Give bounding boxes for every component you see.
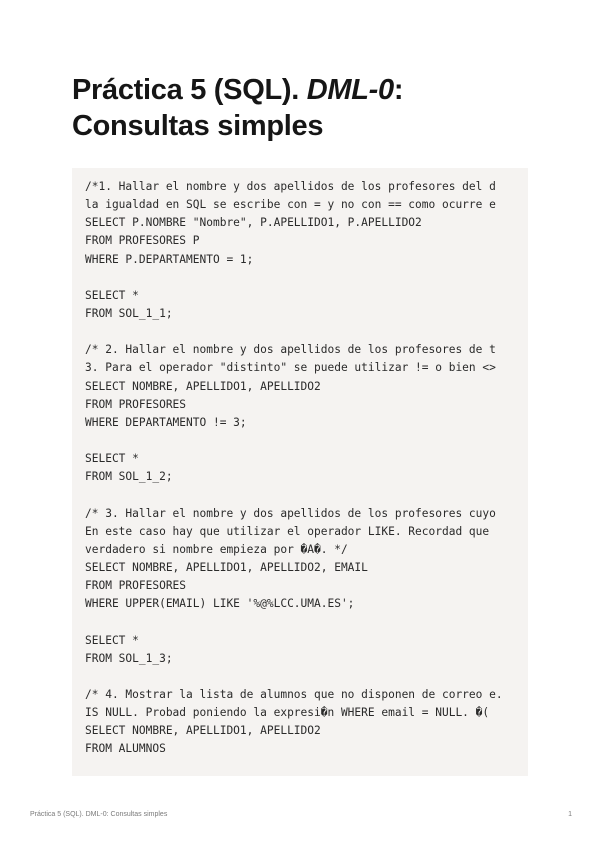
code-line: WHERE UPPER(EMAIL) LIKE '%@%LCC.UMA.ES'; bbox=[85, 597, 355, 611]
code-line: /* 3. Hallar el nombre y dos apellidos de los profesores cuyo bbox=[85, 506, 496, 520]
code-line bbox=[85, 486, 503, 504]
code-line: FROM SOL_1_1; bbox=[85, 306, 173, 320]
code-line: SELECT * bbox=[85, 452, 139, 466]
code-line: 3. Para el operador "distinto" se puede utilizar != o bien <> bbox=[85, 361, 496, 375]
title-line2: Consultas simples bbox=[72, 110, 324, 142]
title-italic: DML-0 bbox=[306, 74, 394, 106]
code-line: FROM PROFESORES bbox=[85, 579, 187, 593]
code-line: SELECT NOMBRE, APELLIDO1, APELLIDO2 bbox=[85, 724, 321, 738]
code-line: SELECT * bbox=[85, 288, 139, 302]
code-line: WHERE P.DEPARTAMENTO = 1; bbox=[85, 252, 254, 266]
code-line: verdadero si nombre empieza por �A�. */ bbox=[85, 542, 348, 556]
code-line: En este caso hay que utilizar el operador LIKE. Recordad que bbox=[85, 524, 490, 538]
footer-page-number: 1 bbox=[568, 811, 572, 818]
title-prefix: Práctica 5 (SQL). bbox=[72, 74, 307, 106]
code-line: SELECT NOMBRE, APELLIDO1, APELLIDO2, EMAIL bbox=[85, 560, 368, 574]
code-line: WHERE DEPARTAMENTO != 3; bbox=[85, 415, 247, 429]
title-colon: : bbox=[393, 74, 404, 106]
code-line: SELECT * bbox=[85, 633, 139, 647]
code-line bbox=[85, 323, 503, 341]
code-line: FROM PROFESORES P bbox=[85, 234, 200, 248]
code-line bbox=[85, 432, 503, 450]
code-line: FROM SOL_1_2; bbox=[85, 470, 173, 484]
code-line: /* 2. Hallar el nombre y dos apellidos de los profesores de t bbox=[85, 343, 496, 357]
code-line: IS NULL. Probad poniendo la expresi�n WHERE email = NULL. �( bbox=[85, 706, 490, 720]
code-line: /*1. Hallar el nombre y dos apellidos de los profesores del d bbox=[85, 180, 496, 193]
code-line: SELECT P.NOMBRE "Nombre", P.APELLIDO1, P.APELLIDO2 bbox=[85, 216, 422, 230]
code-line bbox=[85, 269, 503, 287]
code-line: /* 4. Mostrar la lista de alumnos que no disponen de correo e. bbox=[85, 687, 503, 701]
sql-code-block bbox=[72, 168, 528, 776]
code-line bbox=[85, 613, 503, 631]
code-line: FROM ALUMNOS bbox=[85, 742, 166, 756]
code-line: SELECT NOMBRE, APELLIDO1, APELLIDO2 bbox=[85, 379, 321, 393]
footer-document-title: Práctica 5 (SQL). DML-0: Consultas simples bbox=[30, 811, 168, 818]
code-line: FROM PROFESORES bbox=[85, 397, 187, 411]
code-lines bbox=[85, 178, 503, 759]
code-line: FROM SOL_1_3; bbox=[85, 651, 173, 665]
code-line: la igualdad en SQL se escribe con = y no con == como ocurre e bbox=[85, 198, 496, 212]
code-line bbox=[85, 668, 503, 686]
page-title bbox=[72, 72, 542, 144]
